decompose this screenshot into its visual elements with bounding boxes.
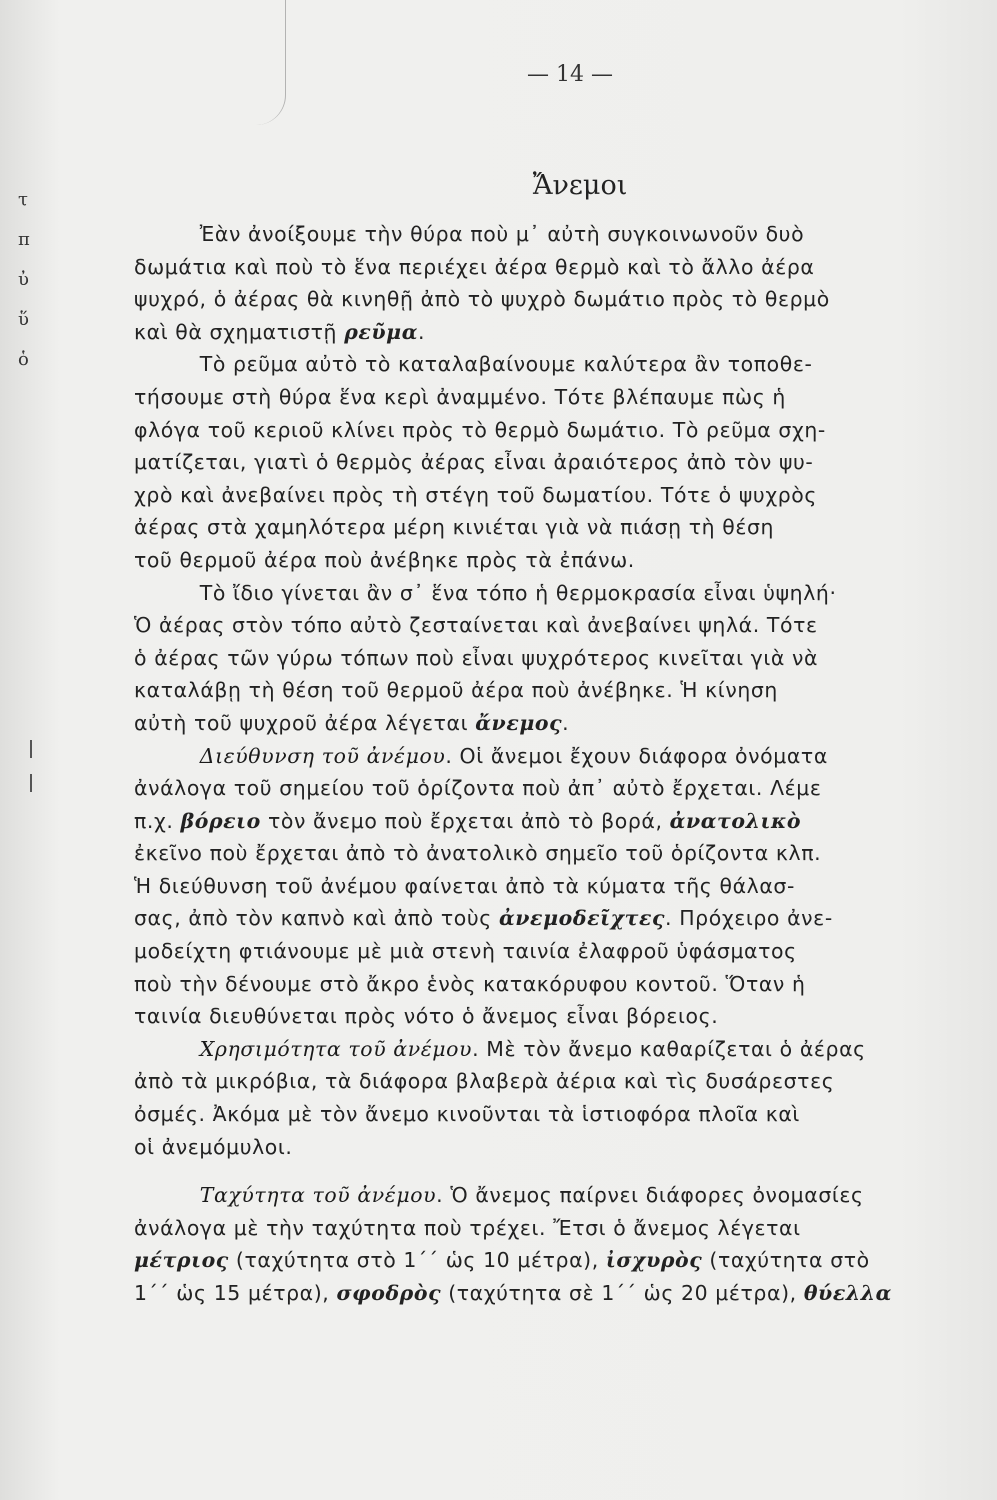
text-line	[134, 1277, 989, 1310]
text-run: Ἡ διεύθυνση τοῦ ἀνέμου φαίνεται ἀπὸ τὰ κύματα τῆς θάλασ-	[134, 873, 795, 898]
text-line	[134, 381, 989, 414]
margin-mark: π	[18, 229, 30, 250]
text-line	[134, 772, 989, 805]
section-heading: Διεύθυνση τοῦ ἀνέμου	[199, 743, 446, 768]
text-line	[134, 1065, 989, 1098]
text-run: δωμάτια καὶ ποὺ τὸ ἕνα περιέχει ἀέρα θερμὸ καὶ τὸ ἄλλο ἀέρα	[134, 254, 815, 279]
text-run: ὀσμές. Ἀκόμα μὲ τὸν ἄνεμο κινοῦνται τὰ ἱστιοφόρα πλοῖα καὶ	[134, 1102, 800, 1127]
text-run: . Πρόχειρο ἀνε-	[665, 906, 833, 931]
text-run: ὁ ἀέρας τῶν γύρω τόπων ποὺ εἶναι ψυχρότερος κινεῖται γιὰ νὰ	[134, 645, 819, 670]
text-run: (ταχύτητα στὸ 1΄΄ ὡς 10 μέτρα),	[228, 1248, 606, 1273]
text-line	[134, 674, 989, 707]
emphasized-term: ἀνατολικὸ	[669, 808, 802, 833]
text-run: (ταχύτητα σὲ 1΄΄ ὡς 20 μέτρα),	[441, 1281, 804, 1305]
text-line	[134, 251, 989, 284]
text-run: οἱ ἀνεμόμυλοι.	[134, 1134, 293, 1159]
emphasized-term: σφοδρὸς	[336, 1281, 442, 1305]
text-run: ἀνάλογα μὲ τὴν ταχύτητα ποὺ τρέχει. Ἔτσι ὁ ἄνεμος λέγεται	[134, 1215, 801, 1240]
text-run: π.χ.	[134, 808, 181, 833]
text-line	[134, 316, 989, 349]
text-line	[134, 740, 989, 773]
text-line	[134, 511, 989, 544]
emphasized-term: θύελλα	[803, 1281, 892, 1305]
page-title: Ἄνεμοι	[532, 170, 628, 201]
text-line	[134, 544, 989, 577]
page-edge-curve	[255, 0, 286, 125]
text-run: μοδείχτη φτιάνουμε μὲ μιὰ στενὴ ταινία ἐλαφροῦ ὑφάσματος	[134, 939, 797, 964]
text-line	[134, 348, 989, 381]
text-run: τοῦ θερμοῦ ἀέρα ποὺ ἀνέβηκε πρὸς τὰ ἐπάνω.	[134, 547, 635, 572]
text-run: ψυχρό, ὁ ἀέρας θὰ κινηθῇ ἀπὸ τὸ ψυχρὸ δωμάτιο πρὸς τὸ θερμὸ	[134, 287, 830, 312]
text-line	[134, 968, 989, 1001]
text-line	[134, 577, 989, 610]
text-line	[134, 902, 989, 935]
text-run: ἐκεῖνο ποὺ ἔρχεται ἀπὸ τὸ ἀνατολικὸ σημεῖο τοῦ ὁρίζοντα κλπ.	[134, 841, 822, 866]
margin-mark: ὕ	[18, 309, 29, 330]
text-run: (ταχύτητα στὸ	[702, 1248, 870, 1273]
text-run: καὶ θὰ σχηματιστῇ	[134, 319, 345, 344]
text-run: Ὁ ἀέρας στὸν τόπο αὐτὸ ζεσταίνεται καὶ ἀνεβαίνει ψηλά. Τότε	[134, 613, 818, 638]
margin-bar	[30, 774, 32, 792]
text-line	[134, 642, 989, 675]
text-line	[134, 283, 989, 316]
text-run: ἀέρας στὰ χαμηλότερα μέρη κινιέται γιὰ νὰ πιάσῃ τὴ θέση	[134, 515, 775, 540]
text-run: .	[562, 710, 570, 735]
text-line	[134, 218, 989, 251]
text-run: τὸν ἄνεμο ποὺ ἔρχεται ἀπὸ τὸ βορά,	[260, 808, 670, 833]
text-run: αὐτὴ τοῦ ψυχροῦ ἀέρα λέγεται	[134, 710, 476, 735]
text-line	[134, 1000, 989, 1033]
text-line	[134, 609, 989, 642]
section-heading: Ταχύτητα τοῦ ἀνέμου	[199, 1183, 437, 1208]
section-heading: Χρησιμότητα τοῦ ἀνέμου	[199, 1036, 473, 1061]
text-line	[134, 1212, 989, 1245]
margin-marks	[18, 180, 48, 380]
text-line	[134, 1098, 989, 1131]
text-run: ματίζεται, γιατὶ ὁ θερμὸς ἀέρας εἶναι ἀραιότερος ἀπὸ τὸν ψυ-	[134, 450, 814, 475]
emphasized-term: μέτριος	[134, 1248, 229, 1273]
text-run: Ἐὰν ἀνοίξουμε τὴν θύρα ποὺ μ᾿ αὐτὴ συγκοινωνοῦν δυὸ	[199, 222, 805, 246]
text-line	[134, 479, 989, 512]
text-line	[134, 1131, 989, 1164]
paragraph-gap	[134, 1163, 992, 1179]
page-number: — 14 —	[527, 62, 613, 87]
text-line	[134, 414, 989, 447]
text-line	[134, 446, 989, 479]
text-run: Τὸ ἴδιο γίνεται ἂν σ᾿ ἕνα τόπο ἡ θερμοκρασία εἶναι ὑψηλή·	[199, 580, 837, 605]
text-run: ταινία διευθύνεται πρὸς νότο ὁ ἄνεμος εἶναι βόρειος.	[134, 1004, 719, 1029]
margin-bar	[30, 740, 32, 758]
text-line	[134, 1033, 989, 1066]
text-run: ποὺ τὴν δένουμε στὸ ἄκρο ἑνὸς κατακόρυφου κοντοῦ. Ὅταν ἡ	[134, 971, 806, 996]
text-line	[134, 870, 989, 903]
emphasized-term: ἰσχυρὸς	[605, 1248, 703, 1273]
text-run: φλόγα τοῦ κεριοῦ κλίνει πρὸς τὸ θερμὸ δωμάτιο. Τὸ ρεῦμα σχη-	[134, 417, 826, 442]
body-text	[134, 218, 992, 1310]
text-line	[134, 935, 989, 968]
text-run: . Οἱ ἄνεμοι ἔχουν διάφορα ὀνόματα	[445, 743, 828, 768]
margin-mark: τ	[18, 189, 28, 210]
text-run: . Ὁ ἄνεμος παίρνει διάφορες ὀνομασίες	[436, 1183, 864, 1208]
text-run: .	[418, 319, 426, 344]
emphasized-term: ἀνεμοδεῖχτες	[498, 906, 666, 931]
emphasized-term: ρεῦμα	[344, 319, 419, 344]
text-line	[134, 805, 989, 838]
text-run: 1΄΄ ὡς 15 μέτρα),	[134, 1281, 337, 1305]
text-run: ἀπὸ τὰ μικρόβια, τὰ διάφορα βλαβερὰ ἀέρια καὶ τὶς δυσάρεστες	[134, 1069, 835, 1094]
margin-bars	[30, 740, 36, 808]
text-run: Τὸ ρεῦμα αὐτὸ τὸ καταλαβαίνουμε καλύτερα ἂν τοποθε-	[199, 352, 813, 377]
text-line	[134, 707, 989, 740]
emphasized-term: ἄνεμος	[475, 710, 563, 735]
text-run: χρὸ καὶ ἀνεβαίνει πρὸς τὴ στέγη τοῦ δωματίου. Τότε ὁ ψυχρὸς	[134, 482, 818, 507]
margin-mark: ὐ	[18, 269, 29, 290]
text-run: καταλάβῃ τὴ θέση τοῦ θερμοῦ ἀέρα ποὺ ἀνέβηκε. Ἡ κίνηση	[134, 678, 778, 703]
text-run: ἀνάλογα τοῦ σημείου τοῦ ὁρίζοντα ποὺ ἀπ᾿ αὐτὸ ἔρχεται. Λέμε	[134, 776, 822, 801]
emphasized-term: βόρειο	[180, 808, 261, 833]
margin-mark: ὁ	[18, 349, 29, 370]
text-line	[134, 1179, 989, 1212]
text-line	[134, 1244, 989, 1277]
text-run: σας, ἀπὸ τὸν καπνὸ καὶ ἀπὸ τοὺς	[134, 906, 499, 931]
text-run: . Μὲ τὸν ἄνεμο καθαρίζεται ὁ ἀέρας	[472, 1036, 866, 1061]
text-line	[134, 837, 989, 870]
text-run: τήσουμε στὴ θύρα ἕνα κερὶ ἀναμμένο. Τότε βλέπαυμε πὼς ἡ	[134, 384, 786, 409]
